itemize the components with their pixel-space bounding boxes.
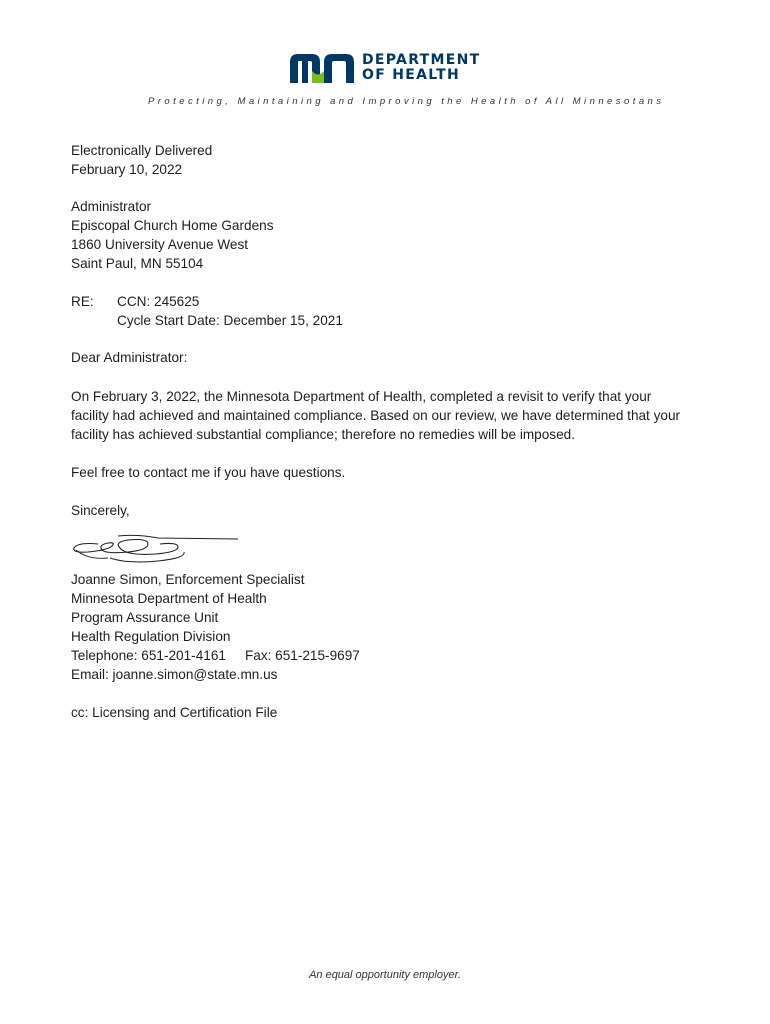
recipient-address: [71, 197, 711, 273]
re-block: [71, 292, 711, 330]
signer-phone-fax: [71, 646, 711, 665]
signer-org: Minnesota Department of Health: [71, 591, 267, 606]
signer-email: Email: joanne.simon@state.mn.us: [71, 667, 278, 682]
logo-line-2: OF HEALTH: [362, 67, 461, 83]
closing: Sincerely,: [71, 503, 130, 518]
body-line: On February 3, 2022, the Minnesota Department of Health, completed a revisit to verify that your: [71, 389, 652, 404]
signer-unit: Program Assurance Unit: [71, 610, 219, 625]
cc-line: cc: Licensing and Certification File: [71, 705, 278, 720]
body-line: facility has achieved substantial compliance; therefore no remedies will be imposed.: [71, 427, 575, 442]
salutation: Dear Administrator:: [71, 350, 188, 365]
body-paragraph-2: Feel free to contact me if you have questions.: [71, 465, 346, 480]
body-paragraph-1: [71, 387, 711, 444]
logo-line-1: DEPARTMENT: [362, 52, 481, 68]
recipient-facility: Episcopal Church Home Gardens: [71, 218, 274, 233]
recipient-title: Administrator: [71, 199, 152, 214]
mdh-logo: [288, 52, 480, 84]
letter-date: February 10, 2022: [71, 162, 183, 177]
signer-division: Health Regulation Division: [71, 629, 231, 644]
letterhead-tagline: Protecting, Maintaining and Improving the Health of All Minnesotans: [148, 96, 665, 107]
re-ccn: CCN: 245625: [117, 294, 200, 309]
footer-eoe: An equal opportunity employer.: [309, 969, 461, 981]
recipient-city: Saint Paul, MN 55104: [71, 256, 204, 271]
logo-wordmark: [362, 53, 480, 83]
signer-block: [71, 570, 711, 684]
recipient-street: 1860 University Avenue West: [71, 237, 249, 252]
re-label: RE:: [71, 294, 94, 309]
signature-image: [68, 530, 244, 570]
body-line: facility had achieved and maintained compliance. Based on our review, we have determined that your: [71, 408, 681, 423]
delivery-block: [71, 141, 711, 179]
mn-logo-icon: [288, 52, 356, 84]
signer-telephone: Telephone: 651-201-4161: [71, 648, 226, 663]
re-cycle-start: Cycle Start Date: December 15, 2021: [117, 313, 343, 328]
signer-name: Joanne Simon, Enforcement Specialist: [71, 572, 305, 587]
delivery-method: Electronically Delivered: [71, 143, 213, 158]
signer-fax: Fax: 651-215-9697: [244, 648, 360, 663]
